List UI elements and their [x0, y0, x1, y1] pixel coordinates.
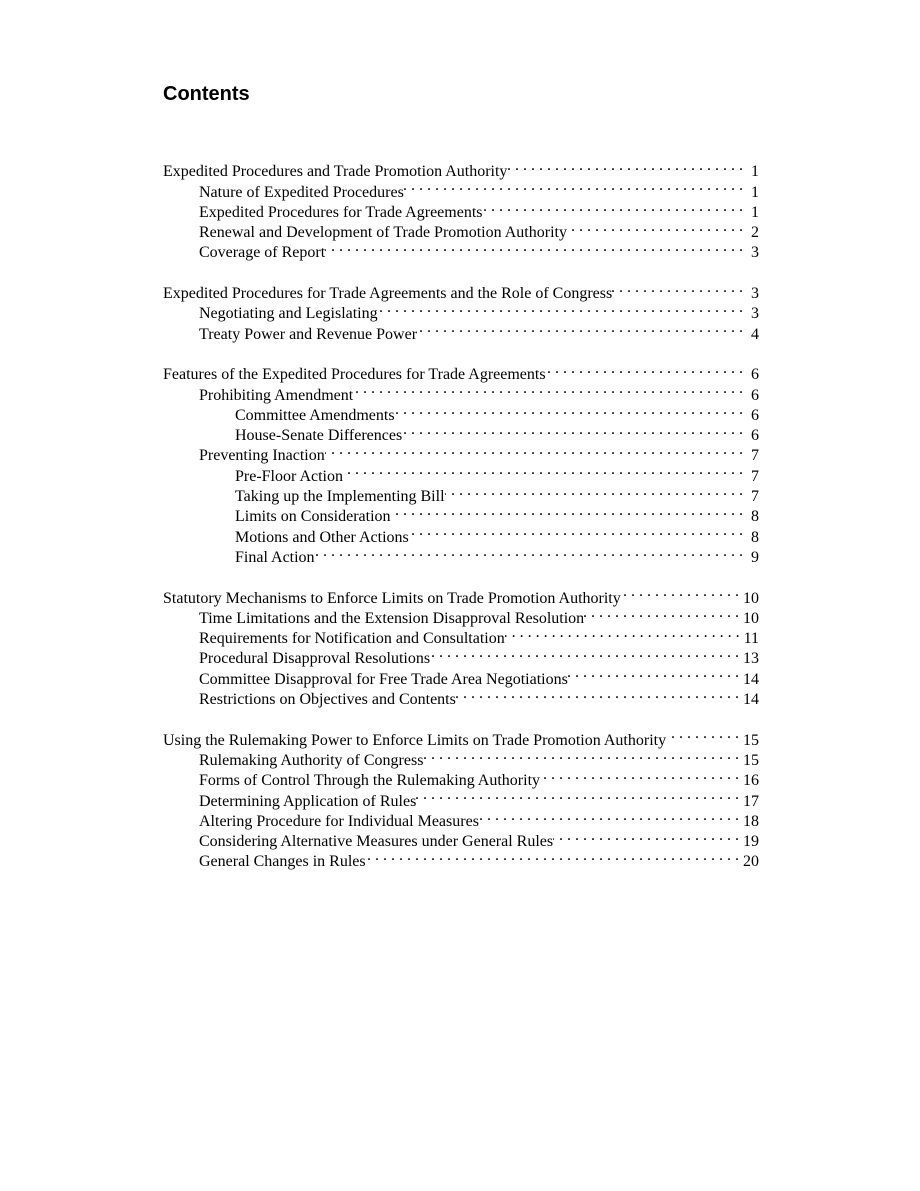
toc-entry-page-number: 3: [751, 244, 759, 262]
toc-entry-page-number: 2: [751, 224, 759, 242]
toc-entry-page-number: 6: [751, 406, 759, 424]
toc-entry-title: Preventing Inaction: [199, 447, 325, 465]
dot-leader: [482, 197, 747, 217]
toc-entry-title: Altering Procedure for Individual Measures: [199, 812, 479, 830]
toc-entry-page-number: 10: [743, 589, 759, 607]
toc-chapter-entry[interactable]: [163, 359, 759, 384]
toc-entry-title: Pre-Floor Action: [235, 467, 343, 485]
toc-chapter-entry[interactable]: [163, 724, 759, 749]
dot-leader: [391, 501, 747, 521]
toc-entry-title: Time Limitations and the Extension Disapproval Resolution: [199, 609, 585, 627]
dot-leader: [404, 176, 747, 196]
toc-entry-page-number: 8: [751, 508, 759, 526]
toc-entry-title: Using the Rulemaking Power to Enforce Limits on Trade Promotion Authority: [163, 731, 667, 749]
toc-entry-title: Final Action: [235, 548, 315, 566]
toc-entry-page-number: 11: [743, 630, 759, 648]
toc-entry-title: Committee Amendments: [235, 406, 395, 424]
dot-leader: [395, 400, 747, 420]
toc-chapter-entry[interactable]: [163, 156, 759, 181]
toc-entry-title: Forms of Control Through the Rulemaking Authority: [199, 772, 541, 790]
dot-leader: [325, 237, 747, 257]
toc-entry-title: Negotiating and Legislating: [199, 305, 378, 323]
toc-entry-page-number: 15: [743, 731, 759, 749]
toc-entry-title: Expedited Procedures for Trade Agreements and the Role of Congress: [163, 285, 613, 303]
toc-entry-page-number: 14: [743, 691, 759, 709]
dot-leader: [567, 217, 747, 237]
toc-entry-page-number: 20: [743, 853, 759, 871]
toc-entry-page-number: 9: [751, 548, 759, 566]
toc-entry-title: Coverage of Report: [199, 244, 326, 262]
dot-leader: [325, 440, 747, 460]
dot-leader: [417, 318, 747, 338]
toc-entry-title: Treaty Power and Revenue Power: [199, 325, 418, 343]
toc-entry-page-number: 7: [751, 467, 759, 485]
toc-entry-title: Requirements for Notification and Consultation: [199, 630, 505, 648]
document-page: [163, 82, 759, 887]
toc-entry-title: Determining Application of Rules: [199, 792, 417, 810]
dot-leader: [505, 623, 744, 643]
toc-entry-title: Considering Alternative Measures under General Rules: [199, 833, 554, 851]
toc-entry-page-number: 6: [751, 366, 759, 384]
toc-section: [163, 724, 759, 871]
dot-leader: [353, 379, 747, 399]
toc-entry-title: Expedited Procedures for Trade Agreements: [199, 203, 483, 221]
toc-entry-page-number: 7: [751, 488, 759, 506]
toc-entry-title: Rulemaking Authority of Congress: [199, 751, 424, 769]
dot-leader: [343, 460, 747, 480]
toc-entry-page-number: 3: [751, 305, 759, 323]
dot-leader: [546, 359, 747, 379]
dot-leader: [612, 278, 747, 298]
toc-entry-title: Taking up the Implementing Bill: [235, 488, 445, 506]
toc-entry-page-number: 6: [751, 427, 759, 445]
toc-section: [163, 156, 759, 262]
toc-entry-page-number: 7: [751, 447, 759, 465]
dot-leader: [315, 542, 747, 562]
dot-leader: [409, 521, 747, 541]
dot-leader: [378, 298, 747, 318]
toc-entry-page-number: 19: [743, 833, 759, 851]
toc-entry-page-number: 1: [751, 203, 759, 221]
toc-entry-title: Expedited Procedures and Trade Promotion Authority: [163, 163, 508, 181]
toc-entry-page-number: 15: [743, 751, 759, 769]
dot-leader: [666, 724, 743, 744]
dot-leader: [553, 826, 743, 846]
toc-entry-page-number: 1: [751, 163, 759, 181]
toc-entry-title: Restrictions on Objectives and Contents: [199, 691, 456, 709]
toc-section: [163, 582, 759, 709]
toc-section: [163, 278, 759, 343]
toc-chapter-entry[interactable]: [163, 278, 759, 303]
toc-entry-title: Renewal and Development of Trade Promotion Authority: [199, 224, 567, 242]
toc-entry-title: Procedural Disapproval Resolutions: [199, 650, 431, 668]
dot-leader: [445, 481, 747, 501]
page-title: Contents: [163, 83, 250, 105]
toc-entry-title: General Changes in Rules: [199, 853, 366, 871]
dot-leader: [423, 745, 743, 765]
toc-entry-page-number: 16: [743, 772, 759, 790]
dot-leader: [402, 420, 747, 440]
toc-entry-page-number: 17: [743, 792, 759, 810]
dot-leader: [366, 846, 743, 866]
toc-entry-title: Nature of Expedited Procedures: [199, 183, 404, 201]
toc-section: [163, 359, 759, 566]
toc-entry-page-number: 13: [743, 650, 759, 668]
dot-leader: [584, 603, 743, 623]
table-of-contents: [163, 156, 759, 871]
toc-entry-page-number: 18: [743, 812, 759, 830]
dot-leader: [568, 663, 743, 683]
toc-entry-page-number: 8: [751, 528, 759, 546]
toc-entry-title: House-Senate Differences: [235, 427, 403, 445]
dot-leader: [540, 765, 743, 785]
dot-leader: [621, 582, 743, 602]
toc-entry-page-number: 3: [751, 285, 759, 303]
toc-entry-title: Statutory Mechanisms to Enforce Limits on Trade Promotion Authority: [163, 589, 621, 607]
dot-leader: [507, 156, 747, 176]
toc-entry-page-number: 1: [751, 183, 759, 201]
toc-entry-page-number: 4: [751, 325, 759, 343]
dot-leader: [479, 806, 743, 826]
toc-entry-title: Limits on Consideration: [235, 508, 391, 526]
toc-entry-page-number: 14: [743, 670, 759, 688]
toc-entry-title: Prohibiting Amendment: [199, 386, 354, 404]
toc-entry-title: Features of the Expedited Procedures for Trade Agreements: [163, 366, 546, 384]
dot-leader: [430, 643, 743, 663]
toc-entry-title: Motions and Other Actions: [235, 528, 409, 546]
dot-leader: [456, 684, 743, 704]
dot-leader: [416, 785, 743, 805]
toc-entry-page-number: 10: [743, 609, 759, 627]
toc-chapter-entry[interactable]: [163, 582, 759, 607]
toc-entry-page-number: 6: [751, 386, 759, 404]
toc-entry-title: Committee Disapproval for Free Trade Area Negotiations: [199, 670, 568, 688]
